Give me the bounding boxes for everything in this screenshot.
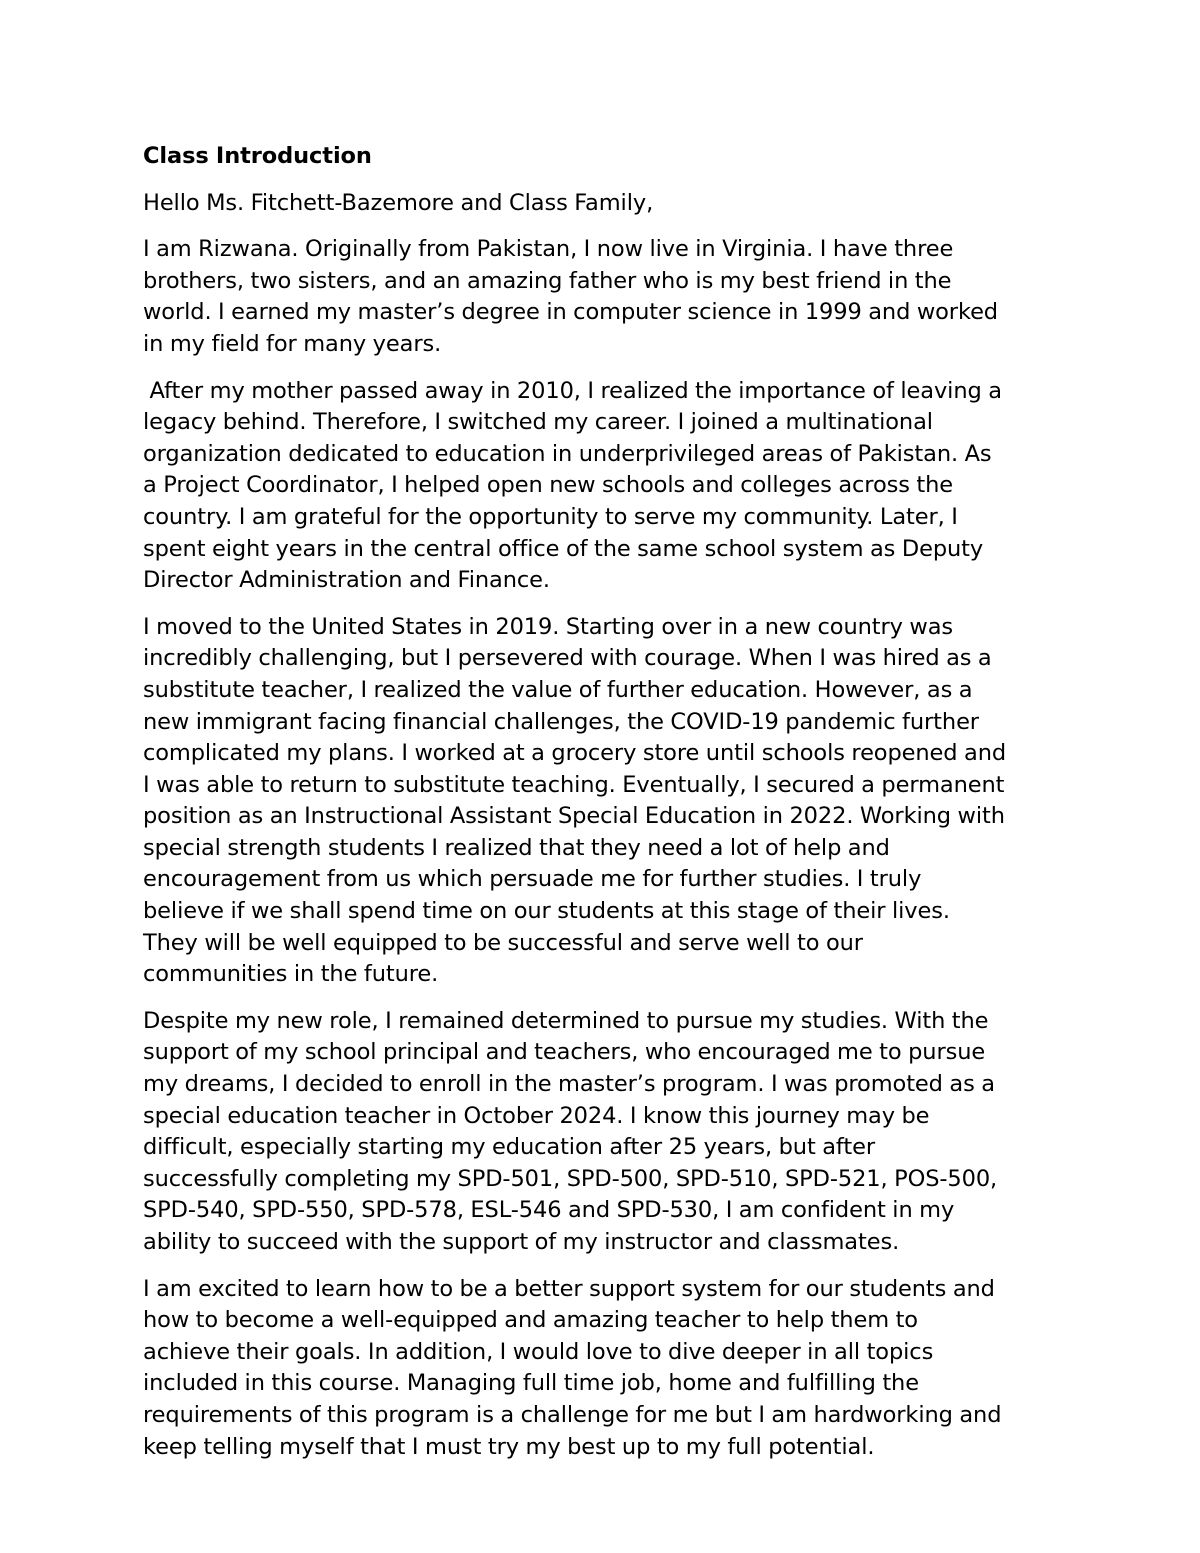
paragraph-line: support of my school principal and teachers, who encouraged me to pursue	[143, 1039, 986, 1066]
paragraph-line: spent eight years in the central office of the same school system as Deputy	[143, 535, 984, 562]
paragraph-line: communities in the future.	[143, 961, 439, 988]
paragraph-line: I am Rizwana. Originally from Pakistan, I now live in Virginia. I have three	[143, 236, 954, 263]
paragraph-line: brothers, two sisters, and an amazing father who is my best friend in the	[143, 267, 952, 294]
paragraph-line: I moved to the United States in 2019. Starting over in a new country was	[143, 613, 954, 640]
paragraph-1	[143, 234, 1083, 360]
paragraph-line: SPD-540, SPD-550, SPD-578, ESL-546 and SPD-530, I am confident in my	[143, 1197, 955, 1224]
paragraph-line: special education teacher in October 2024. I know this journey may be	[143, 1102, 930, 1129]
paragraph-line: difficult, especially starting my education after 25 years, but after	[143, 1134, 875, 1161]
paragraph-line: keep telling myself that I must try my best up to my full potential.	[143, 1433, 875, 1460]
paragraph-2	[143, 376, 1083, 597]
paragraph-line: in my field for many years.	[143, 330, 442, 357]
paragraph-3	[143, 612, 1083, 991]
paragraph-line: my dreams, I decided to enroll in the master’s program. I was promoted as a	[143, 1071, 995, 1098]
paragraph-line: Director Administration and Finance.	[143, 567, 550, 594]
paragraph-line: new immigrant facing financial challenges, the COVID-19 pandemic further	[143, 708, 979, 735]
greeting-line: Hello Ms. Fitchett-Bazemore and Class Family,	[143, 189, 654, 216]
paragraph-line: requirements of this program is a challenge for me but I am hardworking and	[143, 1401, 1002, 1428]
paragraph-line: ability to succeed with the support of my instructor and classmates.	[143, 1229, 900, 1255]
paragraph-4	[143, 1006, 1083, 1259]
paragraph-line: complicated my plans. I worked at a grocery store until schools reopened and	[143, 740, 1007, 767]
paragraph-line: world. I earned my master’s degree in computer science in 1999 and worked	[143, 299, 998, 326]
paragraph-5	[143, 1274, 1083, 1464]
paragraph-line: substitute teacher, I realized the value of further education. However, as a	[143, 676, 973, 703]
paragraph-line: I am excited to learn how to be a better support system for our students and	[143, 1275, 995, 1302]
paragraph-line: how to become a well-equipped and amazing teacher to help them to	[143, 1307, 918, 1334]
paragraph-line: position as an Instructional Assistant Special Education in 2022. Working with	[143, 803, 1005, 830]
paragraph-line: country. I am grateful for the opportunity to serve my community. Later, I	[143, 503, 958, 530]
paragraph-line: achieve their goals. In addition, I would love to dive deeper in all topics	[143, 1338, 934, 1365]
paragraph-line: a Project Coordinator, I helped open new schools and colleges across the	[143, 472, 954, 499]
paragraph-line: incredibly challenging, but I persevered with courage. When I was hired as a	[143, 645, 992, 672]
paragraph-line: organization dedicated to education in underprivileged areas of Pakistan. As	[143, 440, 992, 467]
paragraph-line: They will be well equipped to be successful and serve well to our	[143, 929, 863, 956]
document-body	[143, 141, 1083, 1478]
paragraph-line: After my mother passed away in 2010, I realized the importance of leaving a	[143, 377, 1002, 404]
paragraph-line: I was able to return to substitute teaching. Eventually, I secured a permanent	[143, 771, 1005, 798]
paragraph-line: special strength students I realized that they need a lot of help and	[143, 834, 890, 861]
paragraph-line: successfully completing my SPD-501, SPD-500, SPD-510, SPD-521, POS-500,	[143, 1165, 998, 1192]
paragraph-line: encouragement from us which persuade me for further studies. I truly	[143, 866, 922, 893]
paragraph-line: included in this course. Managing full time job, home and fulfilling the	[143, 1370, 919, 1397]
paragraph-line: believe if we shall spend time on our students at this stage of their lives.	[143, 898, 950, 925]
paragraph-line: Despite my new role, I remained determined to pursue my studies. With the	[143, 1007, 989, 1034]
paragraph-line: legacy behind. Therefore, I switched my career. I joined a multinational	[143, 409, 933, 436]
document-title: Class Introduction	[143, 143, 372, 169]
